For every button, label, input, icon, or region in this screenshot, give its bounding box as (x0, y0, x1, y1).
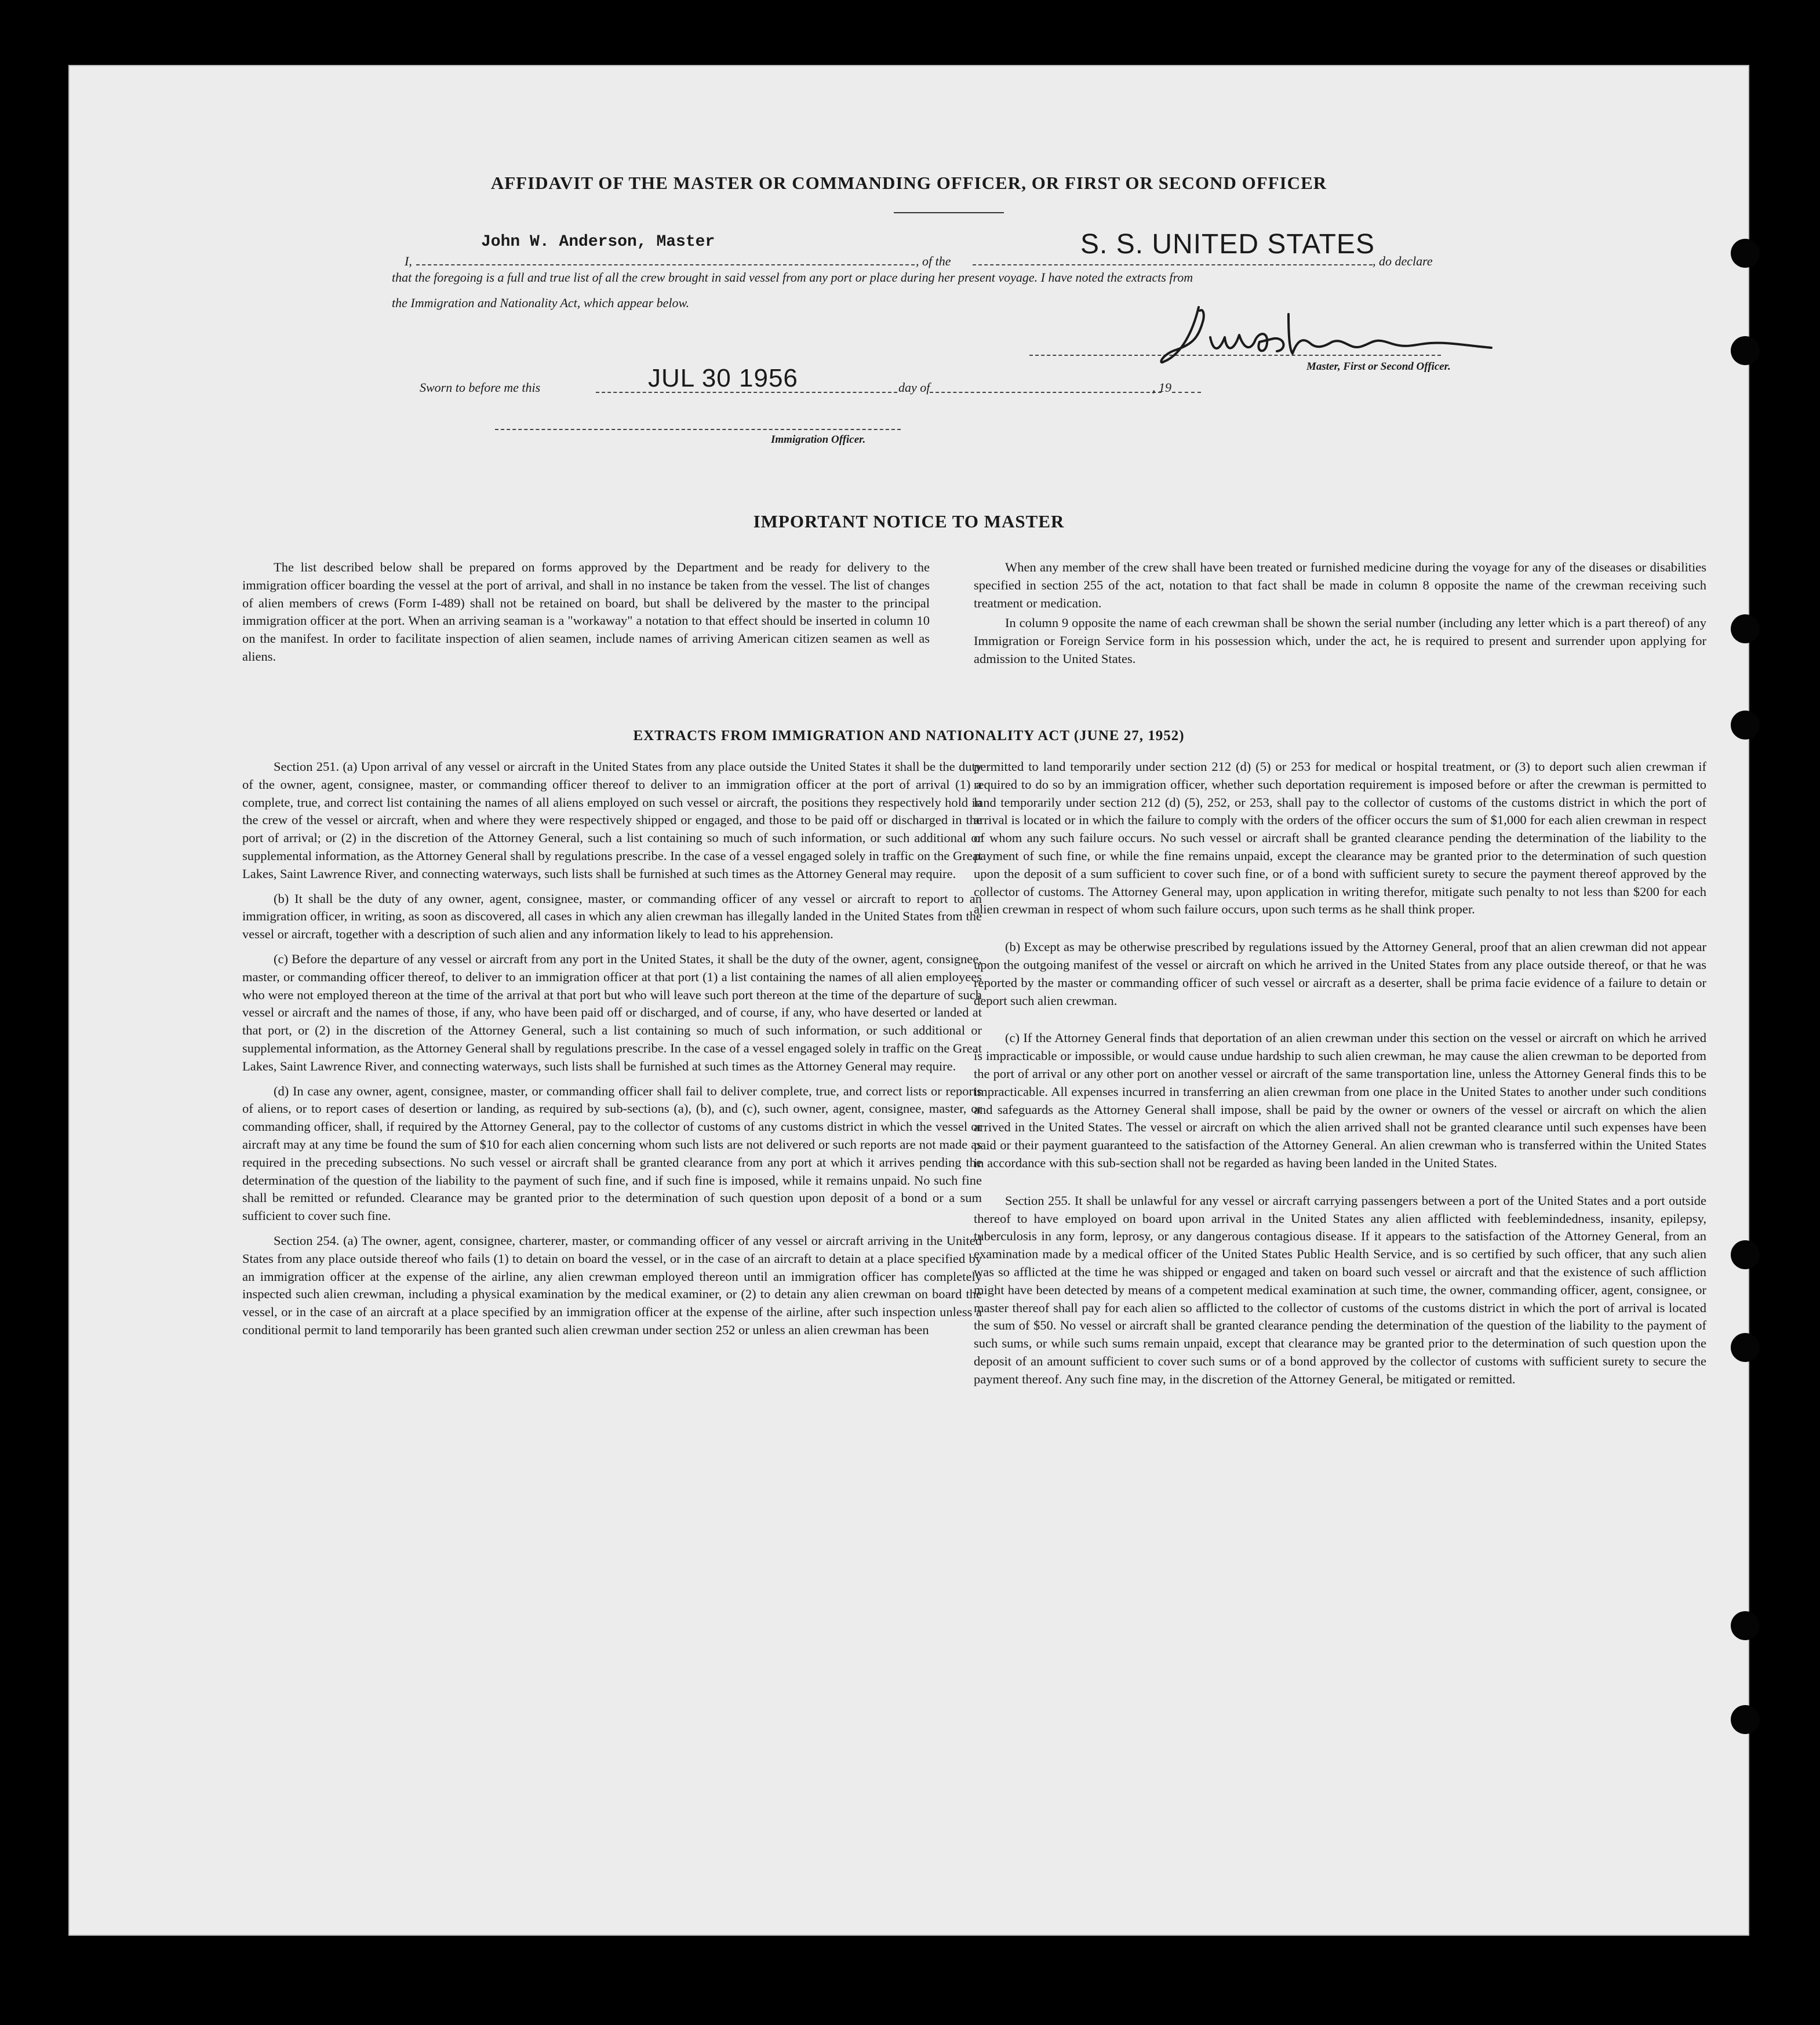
punch-hole (1731, 1705, 1760, 1734)
officer-caption: Immigration Officer. (771, 434, 866, 446)
i-label: I, (405, 254, 412, 268)
punch-hole (1731, 1240, 1760, 1269)
section-254a-continued: permitted to land temporarily under section 212 (d) (5) or 253 for medical or hospital treatment, or (3) to deport such alien crewman if required to do so by an immigration officer, whether such deportation requirement is imposed before or after the crewman is permitted to land temporarily under section 212 (d) (5), 252, or 253, shall pay to the collector of customs of the customs district in which the port of arrival is located or in which the failure to comply with the orders of the officer occurs the sum of $1,000 for each alien crewman in respect of whom any such failure occurs. No such vessel or aircraft shall be granted clearance pending the determination of the liability to the payment of such fine, or while the fine remains unpaid, except the clearance may be granted prior to the determination of such question upon the deposit of a sum sufficient to cover such fine, or of a bond with sufficient surety to secure the payment thereof approved by the collector of customs. The Attorney General may, upon application in writing therefor, mitigate such penalty to not less than $200 for each alien crewman in respect of whom such failure occurs, upon such terms as he shall think proper. (974, 759, 1706, 917)
master-name: John W. Anderson, Master (481, 233, 715, 251)
vessel-name: S. S. UNITED STATES (1080, 229, 1375, 260)
of-the-label: , of the (916, 254, 951, 268)
extracts-title: EXTRACTS FROM IMMIGRATION AND NATIONALITY ACT (JUNE 27, 1952) (633, 728, 1185, 744)
punch-hole (1731, 336, 1760, 365)
name-field-line (416, 264, 915, 265)
section-251c: (c) Before the departure of any vessel or aircraft from any port in the United States, it shall be the duty of the owner, agent, consignee, master, or commanding officer thereof, to deliver to an immigration officer at that port (1) a list containing the names of all alien employees who were not employed thereon at the time of the arrival at that port but who will leave such port thereon at the time of the departure of such vessel or aircraft and the names of those, if any, who have been paid off or discharged, and of course, if any, who have deserted or landed at that port, or (2) in the discretion of the Attorney General, such a list containing so much of such information, or such additional or supplemental information, as the Attorney General shall by regulations prescribe. In the case of a vessel engaged solely in traffic on the Great Lakes, Saint Lawrence River, and connecting waterways, such lists shall be furnished at such times as the Attorney General may require. (242, 951, 982, 1073)
section-254b: (b) Except as may be otherwise prescribed by regulations issued by the Attorney General, proof that an alien crewman did not appear upon the outgoing manifest of the vessel or aircraft on which he arrived in the United States from any place outside thereof, or that he was reported by the master or commanding officer of such vessel or aircraft as a deserter, shall be prima facie evidence of a failure to detain or deport such alien crewman. (974, 939, 1706, 1008)
punch-hole (1731, 239, 1760, 268)
declaration-line-2: the Immigration and Nationality Act, which appear below. (392, 296, 690, 310)
notice-left-column (242, 559, 930, 673)
document-sheet (68, 65, 1749, 1936)
sworn-label: Sworn to before me this (420, 380, 541, 395)
section-251a: Section 251. (a) Upon arrival of any vessel or aircraft in the United States from any place outside the United States it shall be the duty of the owner, agent, consignee, master, or commanding officer thereof to deliver to an immigration officer at the port of arrival (1) a complete, true, and correct list containing the names of all aliens employed on such vessel or aircraft, the positions they respectively hold in the crew of the vessel or aircraft, when and where they were respectively shipped or engaged, and those to be paid off or discharged in the port of arrival; or (2) in the discretion of the Attorney General, such a list containing so much of such information, or such additional or supplemental information, as the Attorney General shall by regulations prescribe. In the case of a vessel engaged solely in traffic on the Great Lakes, Saint Lawrence River, and connecting waterways, such lists shall be furnished at such times as the Attorney General may require. (242, 759, 982, 881)
notice-right-paragraph-2: In column 9 opposite the name of each crewman shall be shown the serial number (including any letter which is a part thereof) of any Immigration or Foreign Service form in his possession which, under the act, he is required to present and surrender upon applying for admission to the United States. (974, 615, 1706, 666)
section-254c: (c) If the Attorney General finds that deportation of an alien crewman under this section on the vessel or aircraft on which he arrived is impracticable or impossible, or would cause undue hardship to such alien crewman, he may cause the alien crewman to be deported from the port of arrival or any other port on another vessel or aircraft of the same transportation line, unless the Attorney General finds this to be impracticable. All expenses incurred in transferring an alien crewman from one place in the United States to another under such conditions and safeguards as the Attorney General shall impose, shall be paid by the owner or owners of the vessel or aircraft on which the alien arrived in the United States. The vessel or aircraft on which the alien arrived shall not be granted clearance until such expenses have been paid or their payment guaranteed to the satisfaction of the Attorney General. An alien crewman who is transferred within the United States in accordance with this sub-section shall not be regarded as having been landed in the United States. (974, 1030, 1706, 1170)
title-underline (894, 212, 1004, 213)
do-declare-label: , do declare (1373, 254, 1433, 268)
section-255: Section 255. It shall be unlawful for any vessel or aircraft carrying passengers between a port of the United States and a port outside thereof to have employed on board upon arrival in the United States any alien afflicted with feeblemindedness, insanity, epilepsy, tuberculosis in any form, leprosy, or any dangerous contagious disease. If it appears to the satisfaction of the Attorney General, from an examination made by a medical officer of the United States Public Health Service, and is so certified by such officer, that any such alien was so afflicted at the time he was shipped or engaged and taken on board such vessel or aircraft and that the existence of such affliction might have been detected by means of a competent medical examination at such time, the owner, commanding officer, agent, consignee, or master thereof shall pay for each alien so afflicted to the collector of customs of the customs district in which the port of arrival is located the sum of $50. No vessel or aircraft shall be granted clearance pending the determination of the question of the liability to the payment of such sums, or while such sums remain unpaid, except that clearance may be granted prior to the determination of such question upon the deposit of an amount sufficient to cover such sums or of a bond approved by the collector of customs with sufficient surety to secure the payment thereof. Any such fine may, in the discretion of the Attorney General, be mitigated or remitted. (974, 1193, 1706, 1386)
master-caption: Master, First or Second Officer. (1306, 360, 1451, 373)
punch-hole (1731, 1611, 1760, 1640)
year-field-line (1172, 392, 1201, 393)
month-field-line (930, 392, 1162, 393)
extracts-right-column (974, 758, 1706, 1396)
punch-hole (1731, 1333, 1760, 1362)
punch-hole (1731, 711, 1760, 740)
officer-signature-line (495, 429, 901, 430)
declaration-line-1: that the foregoing is a full and true list of all the crew brought in said vessel from any port or place during her present voyage. I have noted the extracts from (392, 270, 1193, 285)
vessel-field-line (973, 264, 1373, 265)
day-of-label: day of (898, 380, 930, 395)
notice-right-paragraph-1: When any member of the crew shall have been treated or furnished medicine during the voyage for any of the diseases or disabilities specified in section 255 of the act, notation to that fact shall be made in column 8 opposite the name of the crewman receiving such treatment or medication. (974, 560, 1706, 610)
section-251d: (d) In case any owner, agent, consignee, master, or commanding officer shall fail to deliver complete, true, and correct lists or reports of aliens, or to report cases of desertion or landing, as required by sub-sections (a), (b), and (c), such owner, agent, consignee, master, or commanding officer, shall, if required by the Attorney General, pay to the collector of customs of any customs district in which the vessel or aircraft may at any time be found the sum of $10 for each alien concerning whom such lists are not delivered or such reports are not made as required in the preceding subsections. No such vessel or aircraft shall be granted clearance from any port at which it arrives pending the determination of the question of the liability to the payment of such fine, and if such fine is imposed, while it remains unpaid. No such fine shall be remitted or refunded. Clearance may be granted prior to the determination of such question upon deposit of a bond or a sum sufficient to cover such fine. (242, 1083, 982, 1223)
notice-right-column (974, 559, 1706, 675)
punch-hole (1731, 614, 1760, 643)
sworn-date-stamp: JUL 30 1956 (648, 364, 798, 392)
section-254a: Section 254. (a) The owner, agent, consignee, charterer, master, or commanding officer of any vessel or aircraft arriving in the United States from any place outside thereof who fails (1) to detain on board the vessel, or in the case of an aircraft to detain at a place specified by an immigration officer at the expense of the airline, any alien crewman employed thereon until an immigration officer has completely inspected such alien crewman, including a physical examination by the medical examiner, or (2) to detain any alien crewman on board the vessel, or in the case of an aircraft at a place specified by an immigration officer at the expense of the airline, after such inspection unless a conditional permit to land temporarily has been granted such alien crewman under section 252 or unless an alien crewman has been (242, 1233, 982, 1337)
section-251b: (b) It shall be the duty of any owner, agent, consignee, master, or commanding officer of any vessel or aircraft to report to an immigration officer, in writing, as soon as discovered, all cases in which any alien crewman has illegally landed in the United States from the vessel or aircraft, together with a description of such alien and any information likely to lead to his apprehension. (242, 891, 982, 942)
year-prefix: , 19 (1152, 380, 1171, 395)
notice-left-paragraph: The list described below shall be prepared on forms approved by the Department and be ready for delivery to the immigration officer boarding the vessel at the port of arrival, and shall in no instance be taken from the vessel. The list of changes of alien members of crews (Form I-489) shall not be retained on board, but shall be delivered by the master to the principal immigration officer at the port. When an arriving seaman is a "workaway" a notation to that effect should be inserted in column 10 on the manifest. In order to facilitate inspection of alien seamen, include names of arriving American citizen seamen as well as aliens. (242, 560, 930, 664)
notice-title: IMPORTANT NOTICE TO MASTER (753, 511, 1065, 531)
extracts-left-column (242, 758, 982, 1346)
affidavit-title: AFFIDAVIT OF THE MASTER OR COMMANDING OFFICER, OR FIRST OR SECOND OFFICER (490, 173, 1327, 193)
